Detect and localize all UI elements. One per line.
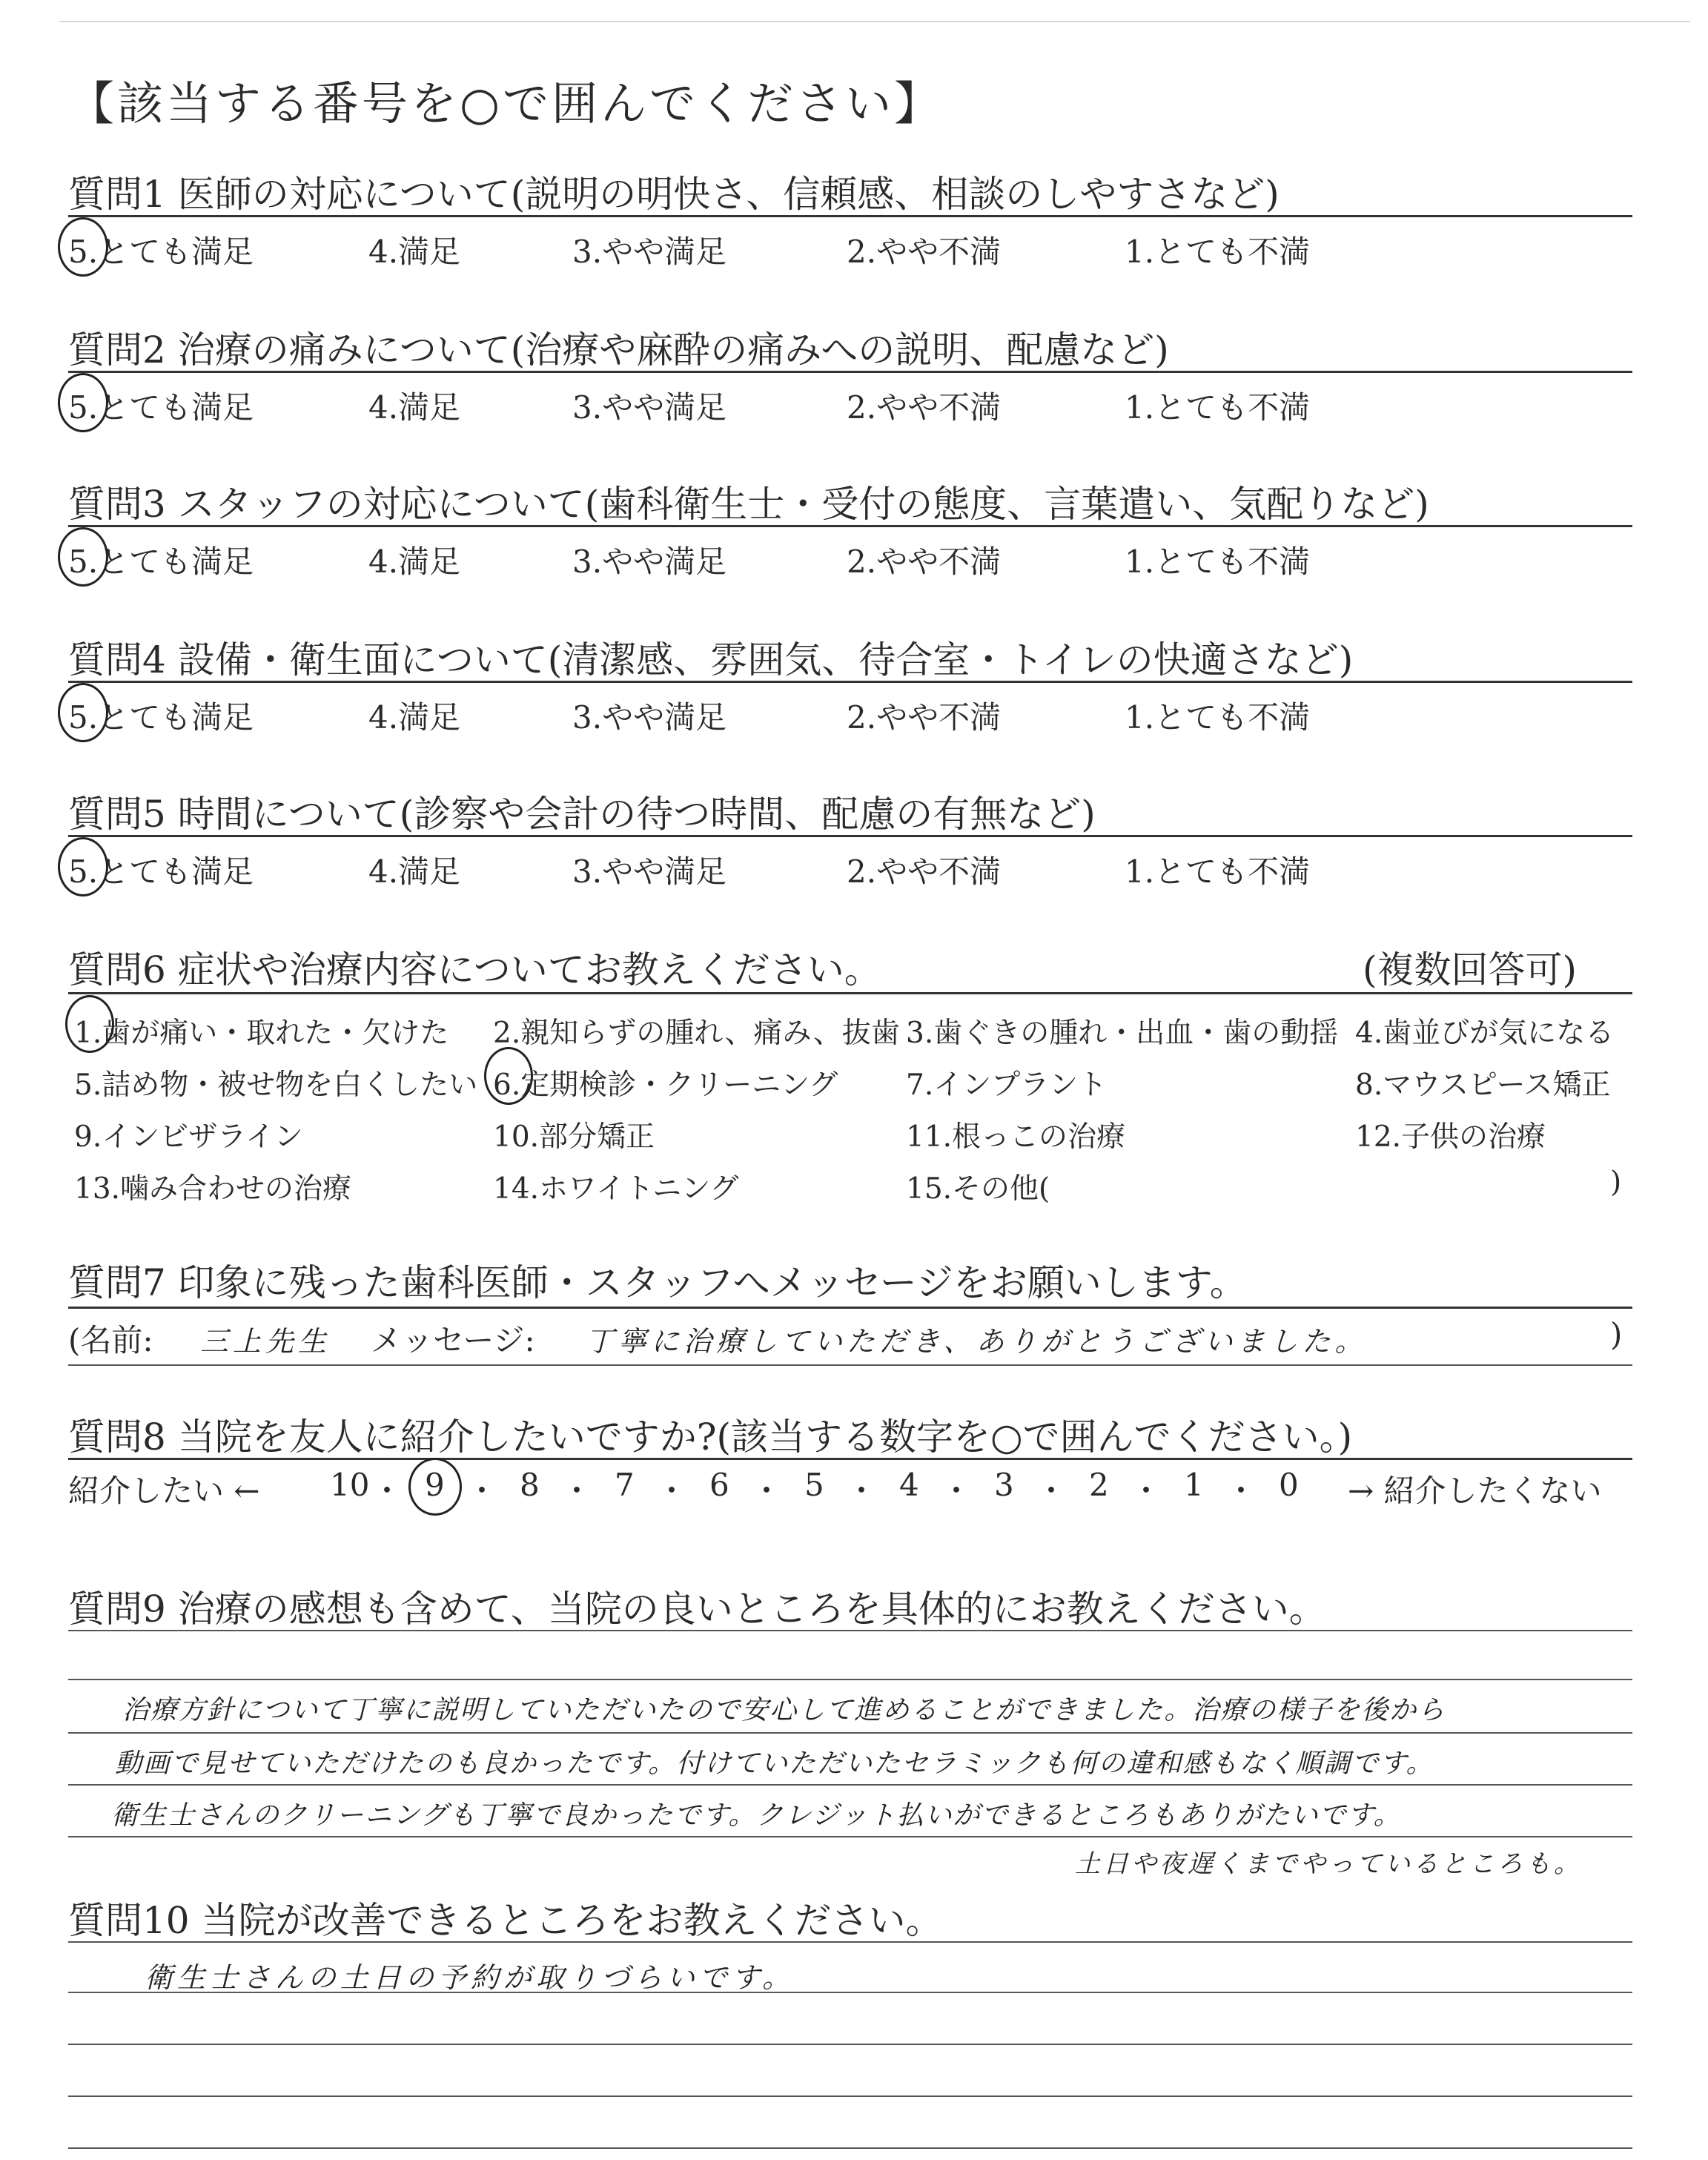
question-7-label: 質問7 印象に残った歯科医師・スタッフへメッセージをお願いします。: [68, 1261, 1247, 1304]
question-4-options: [68, 693, 1632, 738]
q6-option[interactable]: 12.子供の治療: [1355, 1120, 1546, 1154]
q8-left-label: 紹介したい ←: [68, 1473, 260, 1509]
question-7-bottom-rule: [68, 1364, 1632, 1366]
q7-close-paren: ): [1610, 1316, 1623, 1353]
q9-answer-line-1: 治療方針について丁寧に説明していただいたので安心して進めることができました。治療の様子を後から: [122, 1695, 1446, 1725]
q6-option[interactable]: 9.インビザライン: [74, 1120, 304, 1154]
question-4-label: 質問4 設備・衛生面について(清潔感、雰囲気、待合室・トイレの快適さなど): [68, 638, 1354, 681]
rating-option[interactable]: 3.やや満足: [572, 853, 727, 890]
selection-circle: [65, 995, 114, 1053]
question-8-label: 質問8 当院を友人に紹介したいですか?(該当する数字を○で囲んでください。): [68, 1416, 1353, 1459]
q8-scale-value[interactable]: 8: [520, 1467, 540, 1503]
question-6-note: (複数回答可): [1363, 948, 1578, 991]
q8-separator: ・: [1036, 1473, 1068, 1509]
q6-option[interactable]: 8.マウスピース矯正: [1355, 1069, 1611, 1102]
rating-option[interactable]: 3.やや満足: [572, 699, 727, 736]
rating-option[interactable]: 5.とても満足: [68, 853, 254, 890]
q10-line-1: [68, 1941, 1632, 1943]
q6-option[interactable]: 13.噛み合わせの治療: [74, 1172, 352, 1206]
question-2-options: [68, 383, 1632, 428]
question-3-rule: [68, 525, 1632, 527]
q8-separator: ・: [751, 1473, 783, 1509]
page-title: 【該当する番号を○で囲んでください】: [68, 76, 944, 131]
rating-option[interactable]: 1.とても不満: [1125, 699, 1311, 736]
rating-option[interactable]: 4.満足: [368, 234, 461, 270]
q8-separator: ・: [371, 1473, 403, 1509]
selection-circle: [58, 373, 108, 432]
q6-option[interactable]: 11.根っこの治療: [906, 1120, 1126, 1154]
question-1-rule: [68, 215, 1632, 217]
q9-answer-line-3: 衛生士さんのクリーニングも丁寧で良かったです。クレジット払いができるところもありがたいです。: [111, 1800, 1402, 1831]
selection-circle: [484, 1047, 533, 1105]
question-6-rule: [68, 992, 1632, 994]
q9-line-1: [68, 1630, 1632, 1631]
question-6-label: 質問6 症状や治療内容についてお教えください。: [68, 948, 881, 991]
q8-separator: ・: [1225, 1473, 1257, 1509]
q10-answer: 衛生士さんの土日の予約が取りづらいです。: [145, 1961, 795, 1994]
q6-option[interactable]: 1.歯が痛い・取れた・欠けた: [74, 1017, 449, 1050]
rating-option[interactable]: 3.やや満足: [572, 389, 727, 426]
q8-separator: ・: [561, 1473, 593, 1509]
q8-separator: ・: [941, 1473, 973, 1509]
rating-option[interactable]: 3.やや満足: [572, 234, 727, 270]
q9-line-5: [68, 1836, 1632, 1837]
rating-option[interactable]: 5.とても満足: [68, 699, 254, 736]
q6-other-close-paren: ): [1610, 1166, 1622, 1199]
rating-option[interactable]: 5.とても満足: [68, 234, 254, 270]
q8-scale-value[interactable]: 0: [1279, 1467, 1299, 1503]
q8-right-label: → 紹介したくない: [1348, 1473, 1602, 1509]
rating-option[interactable]: 2.やや不満: [847, 853, 1002, 890]
question-7-rule: [68, 1307, 1632, 1309]
q8-scale-value[interactable]: 4: [899, 1467, 919, 1503]
rating-option[interactable]: 1.とても不満: [1125, 853, 1311, 890]
selection-circle: [58, 837, 108, 896]
rating-option[interactable]: 3.やや満足: [572, 544, 727, 580]
q9-answer-line-4: 土日や夜遅くまでやっているところも。: [1075, 1849, 1582, 1879]
q10-line-5: [68, 2147, 1632, 2149]
question-2-rule: [68, 371, 1632, 373]
selection-circle: [58, 217, 108, 277]
q9-line-3: [68, 1732, 1632, 1734]
rating-option[interactable]: 2.やや不満: [847, 234, 1002, 270]
q6-option[interactable]: 5.詰め物・被せ物を白くしたい: [74, 1069, 478, 1102]
rating-option[interactable]: 1.とても不満: [1125, 389, 1311, 426]
rating-option[interactable]: 4.満足: [368, 699, 461, 736]
question-1-options: [68, 228, 1632, 272]
q9-line-2: [68, 1679, 1632, 1680]
q8-scale-value[interactable]: 5: [804, 1467, 824, 1503]
selection-circle: [58, 683, 108, 742]
q6-option[interactable]: 14.ホワイトニング: [493, 1172, 739, 1206]
q10-line-3: [68, 2044, 1632, 2045]
question-4-rule: [68, 681, 1632, 683]
question-3-label: 質問3 スタッフの対応について(歯科衛生士・受付の態度、言葉遣い、気配りなど): [68, 483, 1429, 526]
q7-name-label: (名前:: [68, 1322, 153, 1358]
q8-scale-value[interactable]: 6: [709, 1467, 729, 1503]
q6-option[interactable]: 3.歯ぐきの腫れ・出血・歯の動揺: [906, 1017, 1339, 1050]
q8-separator: ・: [1131, 1473, 1162, 1509]
question-2-label: 質問2 治療の痛みについて(治療や麻酔の痛みへの説明、配慮など): [68, 328, 1169, 371]
q9-answer-line-2: 動画で見せていただけたのも良かったです。付けていただいたセラミックも何の違和感もなく順調です。: [115, 1748, 1434, 1779]
q8-separator: ・: [656, 1473, 688, 1509]
rating-option[interactable]: 2.やや不満: [847, 389, 1002, 426]
top-edge-line: [59, 21, 1690, 22]
q7-message-value: 丁寧に治療していただき、ありがとうございました。: [586, 1325, 1368, 1358]
rating-option[interactable]: 1.とても不満: [1125, 234, 1311, 270]
q6-option[interactable]: 6.定期検診・クリーニング: [493, 1069, 838, 1102]
question-9-label: 質問9 治療の感想も含めて、当院の良いところを具体的にお教えください。: [68, 1588, 1326, 1631]
rating-option[interactable]: 1.とても不満: [1125, 544, 1311, 580]
q9-line-4: [68, 1784, 1632, 1786]
q8-separator: ・: [846, 1473, 878, 1509]
selection-circle: [408, 1458, 462, 1516]
rating-option[interactable]: 5.とても満足: [68, 544, 254, 580]
rating-option[interactable]: 4.満足: [368, 853, 461, 890]
q7-message-label: メッセージ:: [371, 1322, 535, 1358]
q8-scale-value[interactable]: 7: [615, 1467, 635, 1503]
rating-option[interactable]: 4.満足: [368, 389, 461, 426]
rating-option[interactable]: 2.やや不満: [847, 699, 1002, 736]
q6-option[interactable]: 15.その他(: [906, 1172, 1050, 1206]
q10-line-4: [68, 2095, 1632, 2097]
q7-name-value: 三上先生: [200, 1325, 331, 1358]
rating-option[interactable]: 2.やや不満: [847, 544, 1002, 580]
q8-scale-value[interactable]: 9: [425, 1467, 445, 1503]
q8-scale-value[interactable]: 10: [330, 1467, 370, 1503]
question-8-rule: [68, 1458, 1632, 1460]
q6-option[interactable]: 2.親知らずの腫れ、痛み、抜歯: [493, 1017, 900, 1050]
q8-scale-value[interactable]: 1: [1184, 1467, 1204, 1503]
q6-option[interactable]: 7.インプラント: [906, 1069, 1108, 1102]
question-1-label: 質問1 医師の対応について(説明の明快さ、信頼感、相談のしやすさなど): [68, 173, 1280, 216]
question-5-label: 質問5 時間について(診察や会計の待つ時間、配慮の有無など): [68, 793, 1096, 836]
rating-option[interactable]: 4.満足: [368, 544, 461, 580]
q8-scale-value[interactable]: 2: [1089, 1467, 1109, 1503]
q8-separator: ・: [466, 1473, 498, 1509]
question-5-rule: [68, 835, 1632, 837]
rating-option[interactable]: 5.とても満足: [68, 389, 254, 426]
q6-option[interactable]: 10.部分矯正: [493, 1120, 655, 1154]
question-3-options: [68, 538, 1632, 582]
q8-scale-value[interactable]: 3: [994, 1467, 1014, 1503]
question-10-label: 質問10 当院が改善できるところをお教えください。: [68, 1899, 943, 1942]
selection-circle: [58, 527, 108, 587]
question-5-options: [68, 848, 1632, 892]
q6-option[interactable]: 4.歯並びが気になる: [1355, 1017, 1615, 1050]
